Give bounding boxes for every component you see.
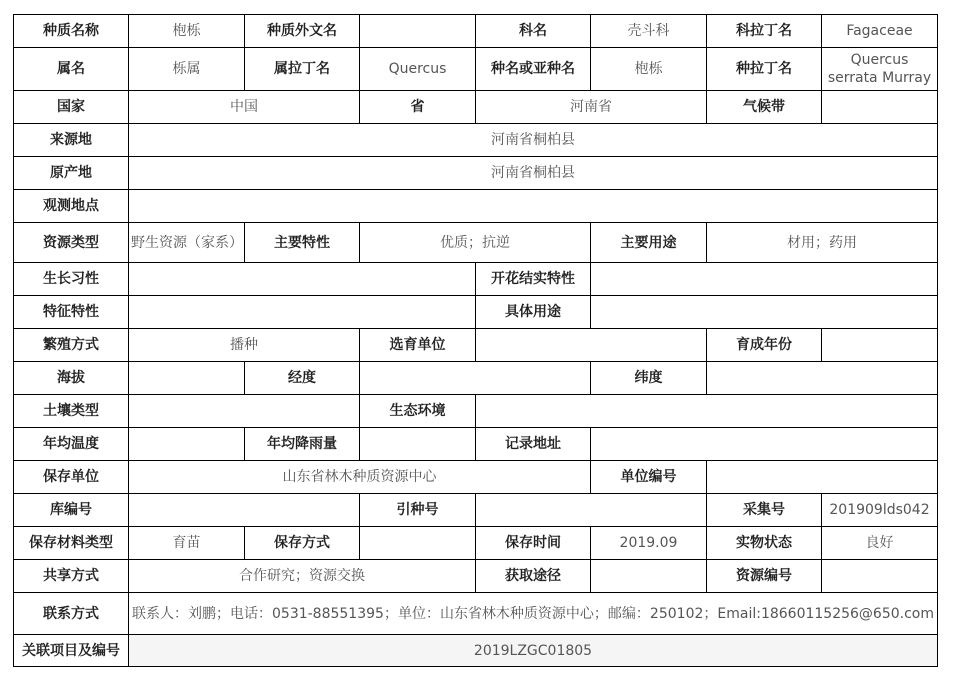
field-value: 优质；抗逆 [360,223,591,263]
table-row [14,395,938,428]
field-value: 山东省林木种质资源中心 [129,461,591,494]
field-value [591,296,938,329]
field-value: 枹栎 [129,15,245,48]
field-value [707,362,938,395]
field-label: 保存材料类型 [14,527,129,560]
field-value: 201909lds042 [822,494,938,527]
field-label: 引种号 [360,494,476,527]
table-row [14,190,938,223]
field-value: 良好 [822,527,938,560]
field-value: 枹栎 [591,48,707,91]
field-value: 中国 [129,91,360,124]
field-label: 国家 [14,91,129,124]
field-label: 单位编号 [591,461,707,494]
field-label: 共享方式 [14,560,129,593]
field-label: 记录地址 [476,428,591,461]
field-label: 年均降雨量 [245,428,360,461]
field-value [129,428,245,461]
table-row [14,15,938,48]
field-value: 联系人：刘鹏；电话：0531-88551395；单位：山东省林木种质资源中心；邮编：250102；Email:18660115256@650.com [129,593,938,635]
field-label: 生长习性 [14,263,129,296]
field-label: 主要用途 [591,223,707,263]
field-label: 育成年份 [707,329,822,362]
field-value [591,263,938,296]
field-value: Quercus [360,48,476,91]
field-label: 获取途径 [476,560,591,593]
table-row [14,593,938,635]
field-value [360,15,476,48]
field-label: 纬度 [591,362,707,395]
table-row [14,263,938,296]
field-label: 科名 [476,15,591,48]
field-label: 主要特性 [245,223,360,263]
table-row [14,461,938,494]
field-label: 开花结实特性 [476,263,591,296]
field-value [707,461,938,494]
field-value [360,527,476,560]
field-label: 实物状态 [707,527,822,560]
field-label: 资源类型 [14,223,129,263]
field-value: 野生资源（家系） [129,223,245,263]
germplasm-record-table [13,14,938,667]
table-row [14,527,938,560]
field-value [476,494,707,527]
field-value: 河南省 [476,91,707,124]
table-row [14,157,938,190]
field-label: 保存单位 [14,461,129,494]
record-sheet [13,14,938,667]
field-value [476,329,707,362]
field-value: 合作研究；资源交换 [129,560,476,593]
field-label: 繁殖方式 [14,329,129,362]
field-label: 保存时间 [476,527,591,560]
field-label: 原产地 [14,157,129,190]
field-label: 选育单位 [360,329,476,362]
field-label: 气候带 [707,91,822,124]
field-value [129,296,476,329]
field-label: 属名 [14,48,129,91]
field-label: 来源地 [14,124,129,157]
field-label: 土壤类型 [14,395,129,428]
field-value [360,362,591,395]
table-row [14,635,938,667]
table-row [14,91,938,124]
field-value [822,560,938,593]
field-value: 材用；药用 [707,223,938,263]
field-label: 具体用途 [476,296,591,329]
field-value [822,329,938,362]
field-label: 库编号 [14,494,129,527]
field-label: 种拉丁名 [707,48,822,91]
field-label: 种质名称 [14,15,129,48]
field-label: 生态环境 [360,395,476,428]
field-value [476,395,938,428]
field-value [591,560,707,593]
field-label: 属拉丁名 [245,48,360,91]
field-value: 育苗 [129,527,245,560]
field-value [822,91,938,124]
field-value [591,428,938,461]
field-label: 科拉丁名 [707,15,822,48]
field-label: 采集号 [707,494,822,527]
field-value [129,494,360,527]
field-value: 栎属 [129,48,245,91]
table-row [14,494,938,527]
field-label: 关联项目及编号 [14,635,129,667]
table-row [14,296,938,329]
field-value: 2019.09 [591,527,707,560]
field-value [129,395,360,428]
table-row [14,124,938,157]
field-label: 资源编号 [707,560,822,593]
field-value [129,263,476,296]
field-label: 联系方式 [14,593,129,635]
field-label: 种名或亚种名 [476,48,591,91]
field-label: 年均温度 [14,428,129,461]
field-value: Fagaceae [822,15,938,48]
field-label: 省 [360,91,476,124]
field-label: 种质外文名 [245,15,360,48]
table-row [14,362,938,395]
field-label: 观测地点 [14,190,129,223]
field-label: 经度 [245,362,360,395]
table-row [14,428,938,461]
table-row [14,329,938,362]
field-value [129,190,938,223]
field-value: 播种 [129,329,360,362]
field-value: 壳斗科 [591,15,707,48]
field-value: 河南省桐柏县 [129,157,938,190]
field-label: 特征特性 [14,296,129,329]
table-row [14,223,938,263]
table-row [14,560,938,593]
field-value: Quercus serrata Murray [822,48,938,91]
field-label: 保存方式 [245,527,360,560]
field-value [360,428,476,461]
field-label: 海拔 [14,362,129,395]
table-row [14,48,938,91]
field-value: 河南省桐柏县 [129,124,938,157]
field-value [129,362,245,395]
field-value: 2019LZGC01805 [129,635,938,667]
